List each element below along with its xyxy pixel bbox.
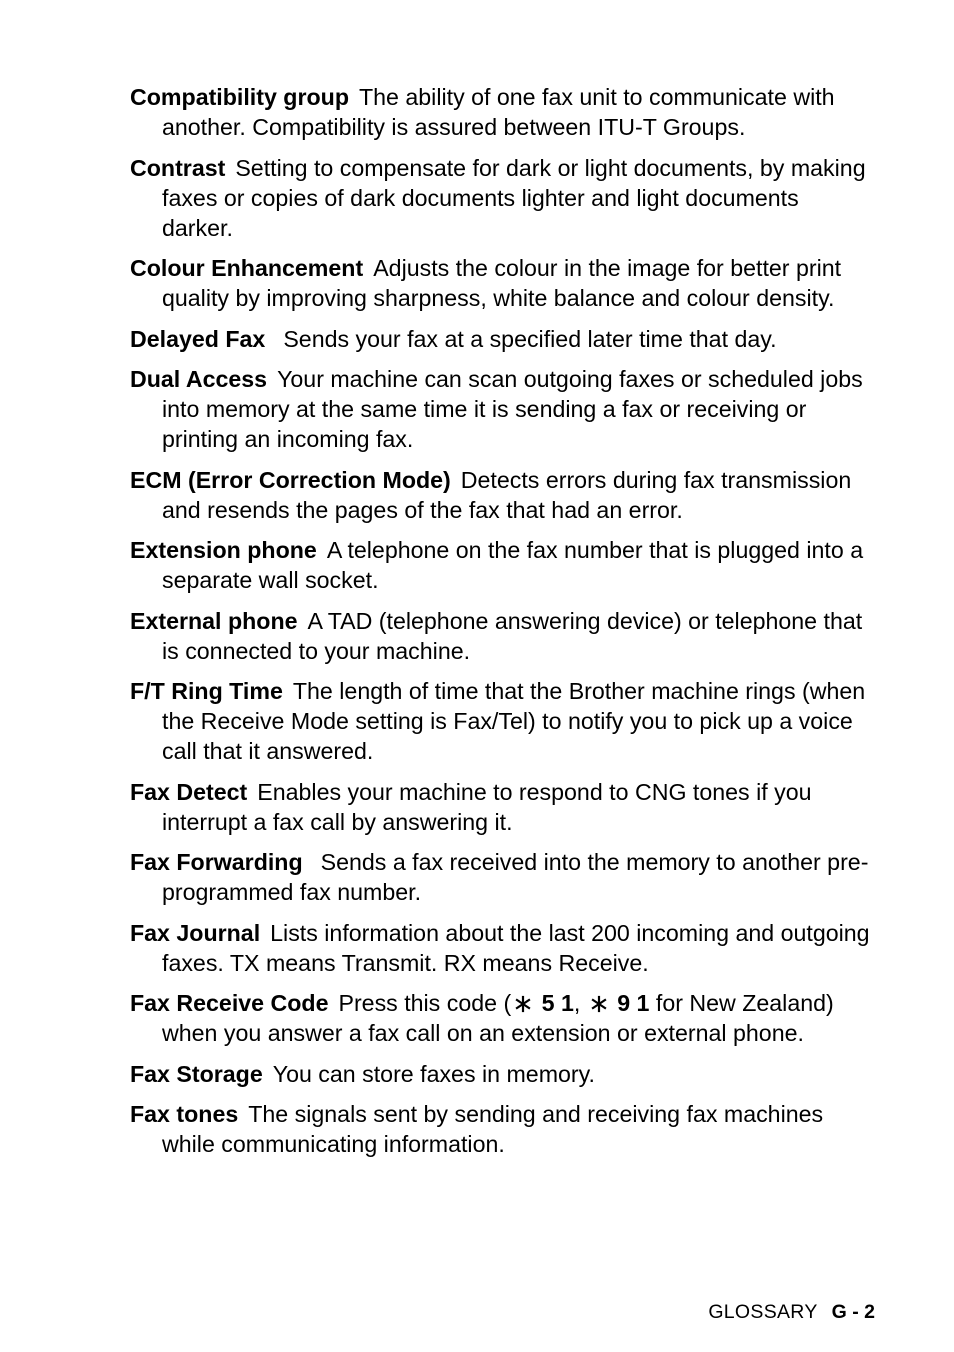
glossary-term: Delayed Fax <box>130 325 266 352</box>
glossary-term: Fax tones <box>130 1101 239 1127</box>
glossary-entry <box>130 606 874 666</box>
glossary-definition: Your machine can scan outgoing faxes or scheduled jobs into memory at the same time it is sending a fax or receiving or printing an incoming fax. <box>162 366 863 452</box>
glossary-term: ECM (Error Correction Mode) <box>130 466 451 493</box>
glossary-entry <box>130 847 874 907</box>
glossary-entry <box>130 777 874 837</box>
page-number: G - 2 <box>831 1301 875 1323</box>
page-footer <box>708 1298 875 1326</box>
glossary-definition-end: for New Zealand) when you answer a fax call on an extension or external phone. <box>162 990 834 1046</box>
glossary-entry <box>130 676 874 766</box>
glossary-entry <box>130 465 874 525</box>
glossary-definition: A TAD (telephone answering device) or telephone that is connected to your machine. <box>162 607 863 664</box>
remote-code-1: 5 1 <box>541 990 574 1016</box>
glossary-definition: The signals sent by sending and receiving fax machines while communicating information. <box>162 1101 824 1157</box>
glossary-term: External phone <box>130 607 298 634</box>
glossary-list <box>130 82 874 1170</box>
asterisk-icon <box>511 988 535 1018</box>
glossary-entry <box>130 153 874 243</box>
glossary-entry <box>130 253 874 313</box>
glossary-entry <box>130 535 874 595</box>
asterisk-icon <box>587 988 611 1018</box>
glossary-definition: Adjusts the colour in the image for better print quality by improving sharpness, white balance and colour density. <box>162 255 842 311</box>
glossary-definition: Setting to compensate for dark or light documents, by making faxes or copies of dark documents lighter and light documents darker. <box>162 154 866 241</box>
glossary-term: Fax Detect <box>130 778 248 805</box>
glossary-definition: Lists information about the last 200 incoming and outgoing faxes. TX means Transmit. RX means Receive. <box>162 919 870 976</box>
glossary-definition: A telephone on the fax number that is plugged into a separate wall socket. <box>162 537 864 593</box>
glossary-definition: The ability of one fax unit to communicate with another. Compatibility is assured between ITU-T Groups. <box>162 84 835 140</box>
glossary-term: Fax Journal <box>130 919 261 946</box>
glossary-entry <box>130 324 874 354</box>
footer-section-label: GLOSSARY <box>708 1301 818 1323</box>
glossary-entry <box>130 364 874 454</box>
glossary-definition: The length of time that the Brother machine rings (when the Receive Mode setting is Fax/Tel) to notify you to pick up a voice call that it answered. <box>162 678 866 764</box>
glossary-entry <box>130 1099 874 1159</box>
glossary-definition: You can store faxes in memory. <box>272 1060 595 1087</box>
glossary-term: Dual Access <box>130 366 268 392</box>
glossary-term: Compatibility group <box>130 84 349 110</box>
glossary-definition: Sends your fax at a specified later time that day. <box>283 325 777 352</box>
glossary-term: Colour Enhancement <box>130 255 364 281</box>
glossary-term: Fax Receive Code <box>130 990 329 1016</box>
glossary-entry <box>130 918 874 978</box>
glossary-entry-fax-receive-code <box>130 988 874 1048</box>
glossary-definition: Detects errors during fax transmission and resends the pages of the fax that had an error. <box>162 466 852 523</box>
glossary-definition: Sends a fax received into the memory to another pre-programmed fax number. <box>162 849 869 905</box>
glossary-entry <box>130 82 874 142</box>
glossary-definition-start: Press this code ( <box>338 990 512 1016</box>
glossary-term: F/T Ring Time <box>130 678 283 704</box>
code-separator: , <box>573 990 587 1016</box>
glossary-term: Contrast <box>130 154 226 181</box>
glossary-entry <box>130 1059 874 1089</box>
remote-code-2: 9 1 <box>617 990 650 1016</box>
glossary-term: Fax Forwarding <box>130 849 303 875</box>
glossary-term: Extension phone <box>130 537 317 563</box>
glossary-definition: Enables your machine to respond to CNG tones if you interrupt a fax call by answering it. <box>162 778 812 835</box>
glossary-term: Fax Storage <box>130 1060 263 1087</box>
